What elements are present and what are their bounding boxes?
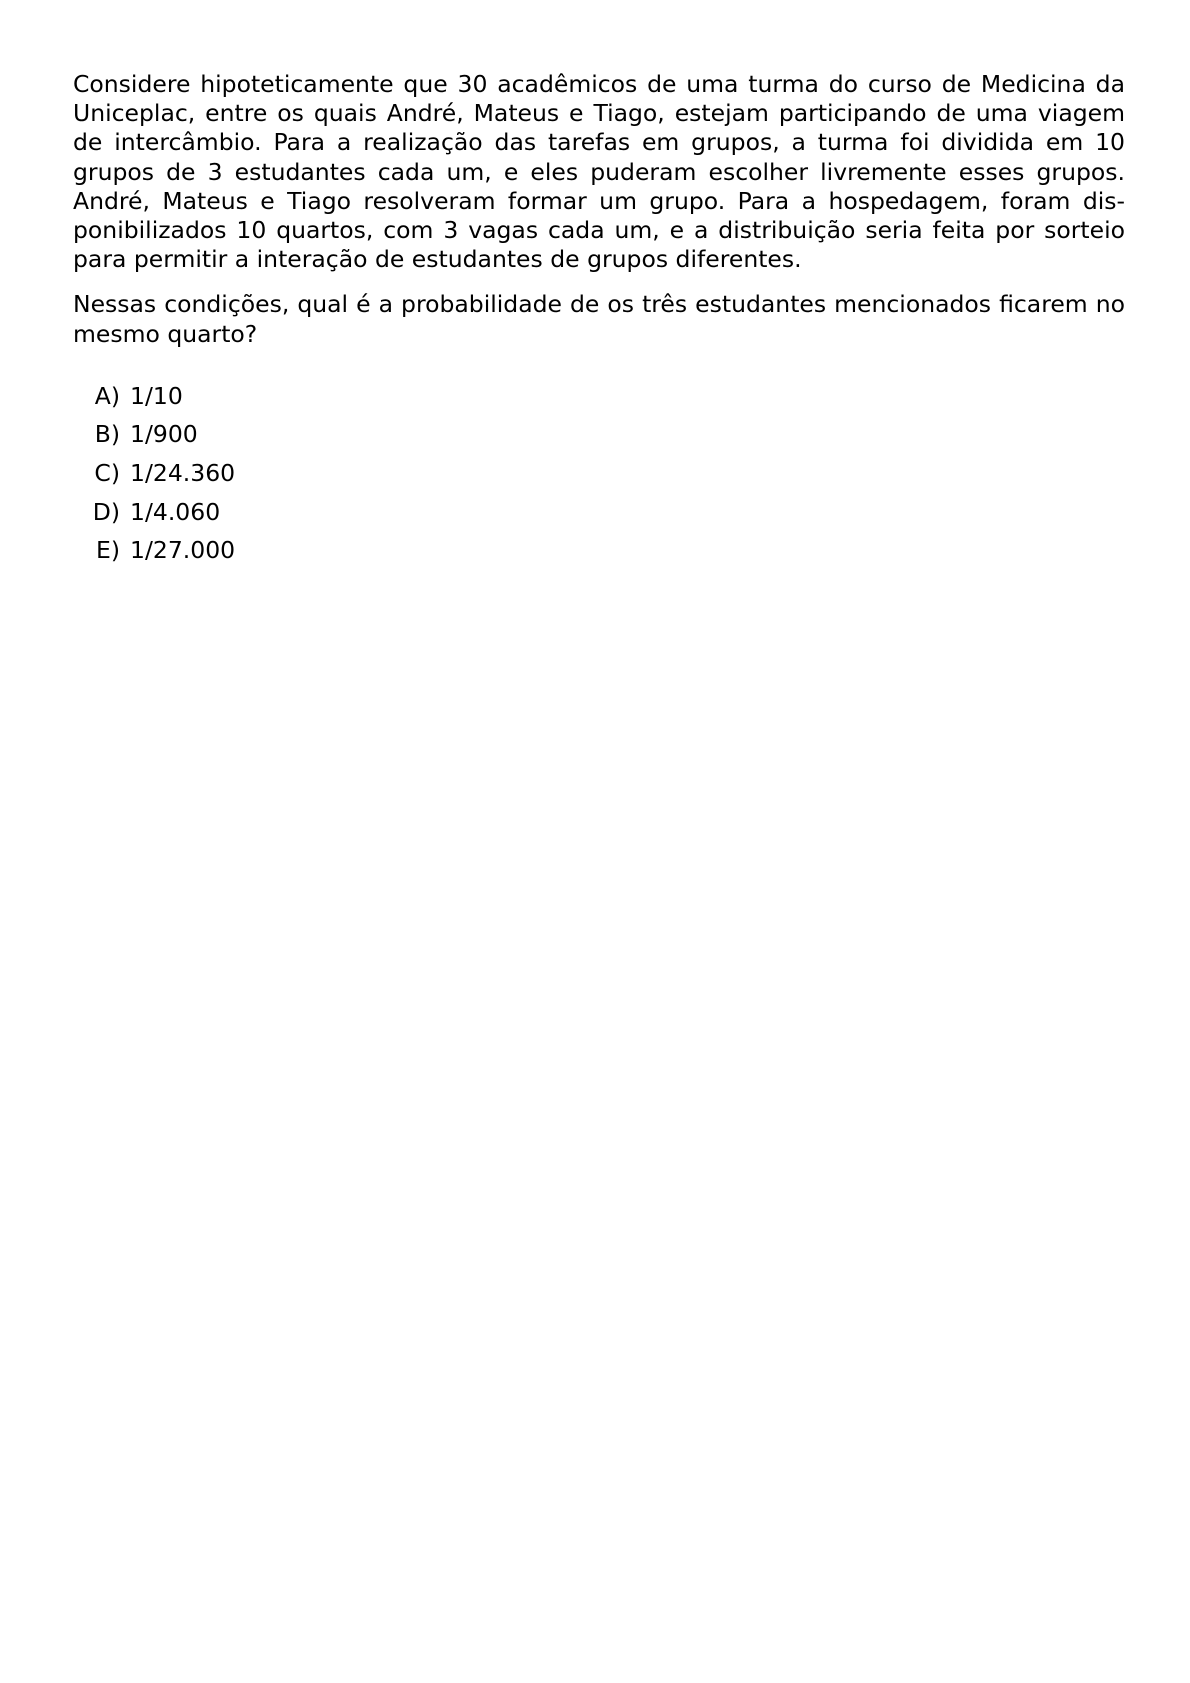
option-letter: B) [94, 420, 120, 449]
option-e [73, 531, 1125, 570]
option-b [73, 415, 1125, 454]
option-text: 1/27.000 [130, 536, 236, 565]
option-letter: D) [92, 497, 120, 526]
option-c [73, 454, 1125, 493]
option-text: 1/4.060 [130, 497, 221, 526]
option-letter: C) [94, 459, 120, 488]
question-statement: Considere hipoteticamente que 30 acadêmicos de uma turma do curso de Medicina da Uniceplac, entre os quais André, Mateus e Tiago, estejam participando de uma viagem de intercâmbio. Para a realização das tarefas em grupos, a turma foi dividida em 10 grupos de 3 estudantes cada um, e eles puderam escolher livremente esses grupos. André, Mateus e Tiago resolveram formar um grupo. Para a hospedagem, foram disponibilizados 10 quartos, com 3 vagas cada um, e a distribuição seria feita por sorteio para permitir a interação de estudantes de grupos diferentes. [73, 70, 1125, 274]
option-letter: E) [95, 536, 120, 565]
question-block [73, 70, 1125, 570]
option-text: 1/24.360 [130, 459, 236, 488]
option-d [73, 493, 1125, 532]
option-text: 1/900 [130, 420, 198, 449]
option-text: 1/10 [130, 381, 183, 410]
question-prompt: Nessas condições, qual é a probabilidade de os três estudantes mencionados ficarem no mesmo quarto? [73, 290, 1125, 348]
option-a [73, 377, 1125, 416]
answer-options [73, 377, 1125, 570]
option-letter: A) [94, 381, 120, 410]
